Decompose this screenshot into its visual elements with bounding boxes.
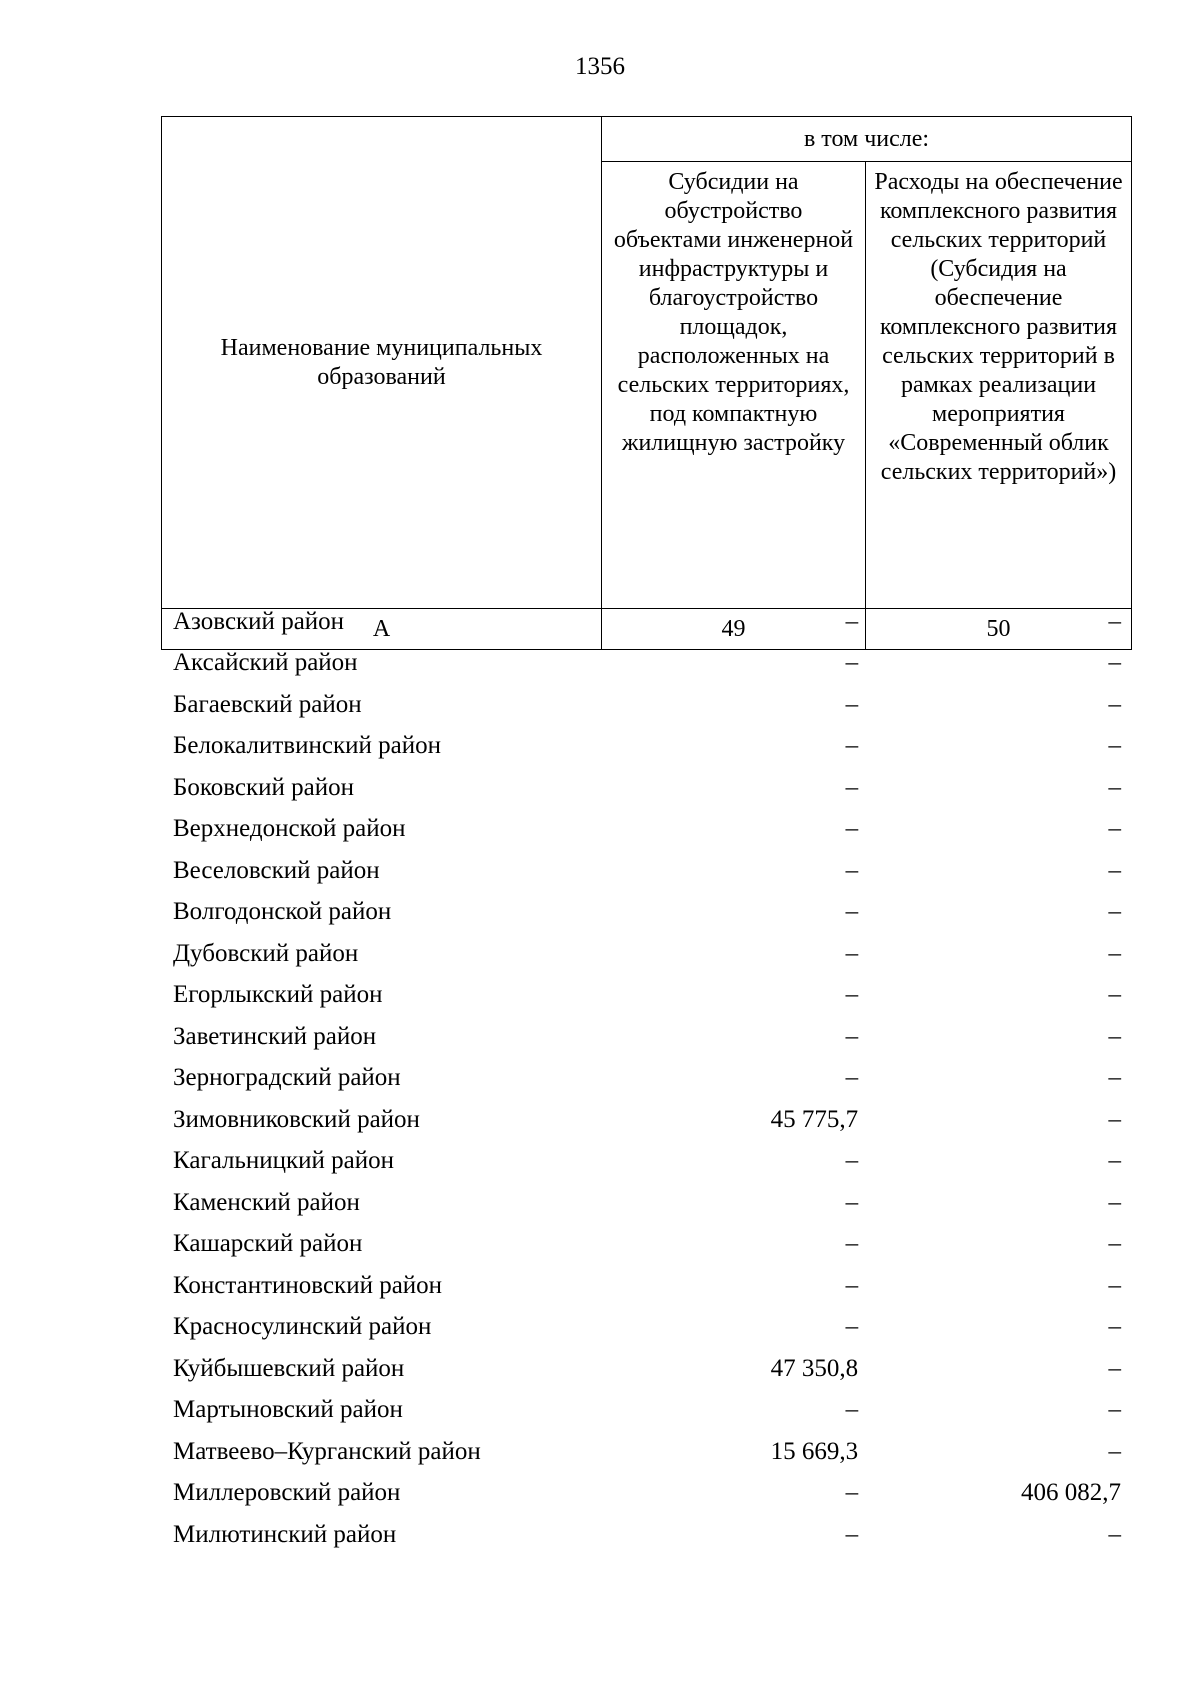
value-column-50: – — [1108, 1064, 1121, 1092]
table-row — [161, 1390, 1131, 1432]
value-column-49: 47 350,8 — [770, 1354, 859, 1382]
municipality-name: Багаевский район — [173, 690, 362, 718]
municipality-name: Матвеево–Курганский район — [173, 1437, 481, 1465]
value-column-50: – — [1108, 1437, 1121, 1465]
table-row — [161, 1473, 1131, 1515]
value-column-49: – — [845, 981, 859, 1009]
municipality-name: Егорлыкский район — [173, 981, 383, 1009]
municipality-name: Белокалитвинский район — [173, 732, 441, 760]
municipality-name: Верхнедонской район — [173, 815, 406, 843]
value-column-50: – — [1108, 856, 1121, 884]
table-row — [161, 1058, 1131, 1100]
municipality-name: Азовский район — [173, 607, 345, 635]
value-column-49: 45 775,7 — [770, 1105, 859, 1133]
municipality-name: Зимовниковский район — [173, 1105, 420, 1133]
municipality-name: Кашарский район — [173, 1230, 363, 1258]
table-row — [161, 1348, 1131, 1390]
table-row — [161, 809, 1131, 851]
value-column-50: – — [1108, 1230, 1121, 1258]
value-column-50: – — [1108, 815, 1121, 843]
value-column-50: – — [1108, 1105, 1121, 1133]
page-number: 1356 — [575, 53, 625, 80]
table-row — [161, 975, 1131, 1017]
value-column-49: – — [845, 1230, 859, 1258]
value-column-49: – — [845, 1064, 859, 1092]
municipality-name: Миллеровский район — [173, 1479, 401, 1507]
municipality-name: Зерноградский район — [173, 1064, 401, 1092]
value-column-49: – — [845, 939, 859, 967]
municipality-name: Веселовский район — [173, 856, 380, 884]
value-column-50: – — [1108, 898, 1121, 926]
value-column-49: – — [845, 1022, 859, 1050]
value-column-49: – — [845, 815, 859, 843]
value-column-50: – — [1108, 773, 1121, 801]
value-column-50: – — [1108, 732, 1121, 760]
value-column-50: – — [1108, 1313, 1121, 1341]
value-column-50: – — [1108, 1354, 1121, 1382]
value-column-50: – — [1108, 981, 1121, 1009]
name-column-header: Наименование муниципальных образований — [162, 117, 602, 609]
table-row — [161, 726, 1131, 768]
value-column-49: – — [845, 856, 859, 884]
value-column-49: – — [845, 773, 859, 801]
table-row — [161, 1016, 1131, 1058]
value-column-49: – — [845, 690, 859, 718]
value-column-49: – — [845, 1520, 859, 1548]
value-column-49: – — [845, 1188, 859, 1216]
table-row — [161, 850, 1131, 892]
value-column-50: – — [1108, 1520, 1121, 1548]
value-column-50: – — [1108, 1396, 1121, 1424]
municipality-name: Заветинский район — [173, 1022, 377, 1050]
municipality-name: Куйбышевский район — [173, 1354, 405, 1382]
table-row — [161, 1265, 1131, 1307]
table-row — [161, 892, 1131, 934]
column-50-header: Расходы на обеспечение комплексного развития сельских территорий (Субсидия на обеспечение комплексного развития сельских территорий в рамках реализации мероприятия «Современный облик сельских территорий») — [866, 162, 1132, 609]
table-body — [161, 601, 1131, 1556]
municipality-name: Дубовский район — [173, 939, 359, 967]
table-row — [161, 1182, 1131, 1224]
table-row — [161, 643, 1131, 685]
value-column-50: 406 082,7 — [1021, 1479, 1121, 1507]
municipality-name: Милютинский район — [173, 1520, 397, 1548]
value-column-49: – — [845, 1313, 859, 1341]
column-number-a: А — [162, 609, 602, 650]
value-column-49: – — [845, 1147, 859, 1175]
value-column-50: – — [1108, 649, 1121, 677]
municipality-name: Аксайский район — [173, 649, 358, 677]
table-row — [161, 1099, 1131, 1141]
municipality-name: Константиновский район — [173, 1271, 443, 1299]
table-row — [161, 1224, 1131, 1266]
municipality-name: Боковский район — [173, 773, 354, 801]
value-column-50: – — [1108, 1271, 1121, 1299]
value-column-50: – — [1108, 1147, 1121, 1175]
value-column-50: – — [1108, 1022, 1121, 1050]
table-row — [161, 1141, 1131, 1183]
column-49-header: Субсидии на обустройство объектами инженерной инфраструктуры и благоустройство площадок, расположенных на сельских территориях, под компактную жилищную застройку — [602, 162, 866, 609]
municipality-name: Волгодонской район — [173, 898, 392, 926]
column-number-50: 50 — [866, 609, 1132, 650]
table-row — [161, 1431, 1131, 1473]
table-row — [161, 767, 1131, 809]
value-column-50: – — [1108, 690, 1121, 718]
municipality-name: Красносулинский район — [173, 1313, 432, 1341]
value-column-50: – — [1108, 939, 1121, 967]
value-column-49: – — [845, 1479, 859, 1507]
table-row — [161, 1307, 1131, 1349]
value-column-50: – — [1108, 1188, 1121, 1216]
municipality-name: Мартыновский район — [173, 1396, 403, 1424]
value-column-49: – — [845, 1396, 859, 1424]
municipality-name: Каменский район — [173, 1188, 360, 1216]
value-column-49: – — [845, 732, 859, 760]
value-column-49: – — [845, 898, 859, 926]
value-column-49: – — [845, 649, 859, 677]
table-header — [161, 116, 1132, 650]
table-row — [161, 601, 1131, 643]
value-column-50: – — [1108, 607, 1121, 635]
table-row — [161, 933, 1131, 975]
column-number-49: 49 — [602, 609, 866, 650]
table-row — [161, 684, 1131, 726]
municipality-name: Кагальницкий район — [173, 1147, 395, 1175]
value-column-49: 15 669,3 — [770, 1437, 859, 1465]
table-row — [161, 1514, 1131, 1556]
value-column-49: – — [845, 1271, 859, 1299]
value-column-49: – — [845, 607, 859, 635]
including-header: в том числе: — [602, 117, 1132, 162]
